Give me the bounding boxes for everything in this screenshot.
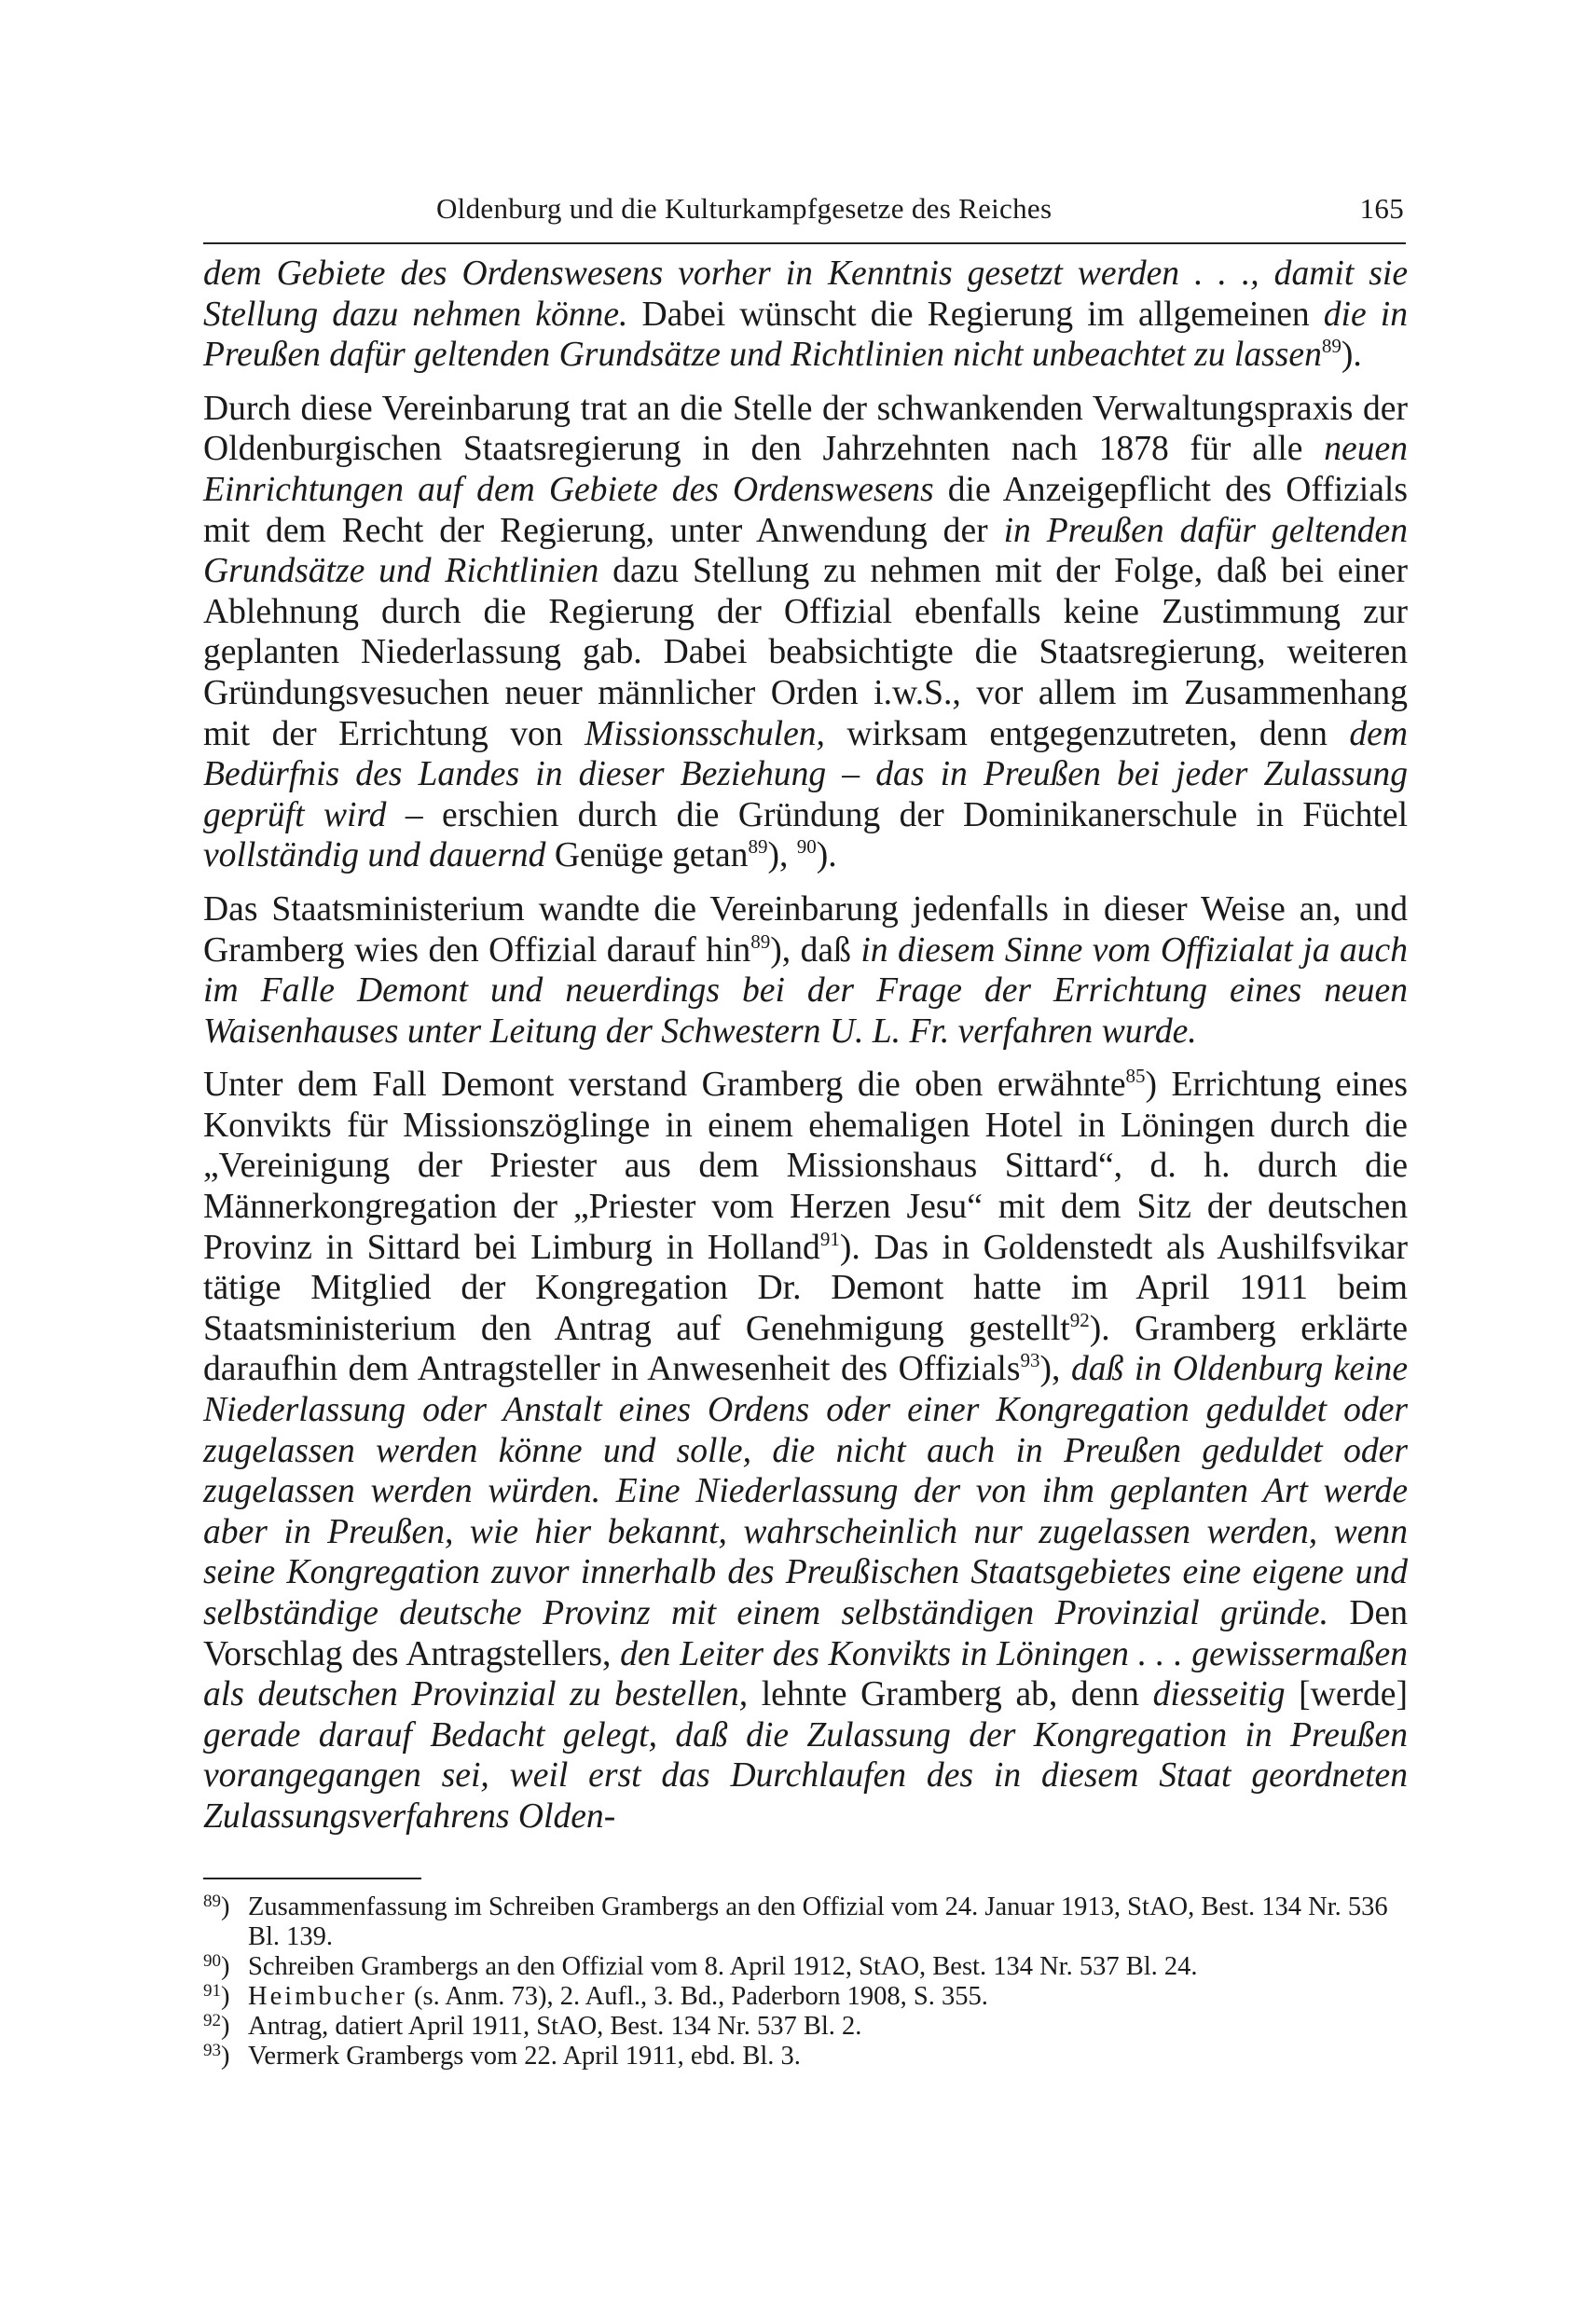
text-run: Unter dem Fall Demont verstand Gramberg die oben erwähnte (203, 1066, 1126, 1105)
footnote-number: $^{89}$) (203, 1892, 230, 1921)
footnote-number-label: 89 (203, 1892, 221, 1911)
footnote-run: Antrag, datiert April 1911, StAO, Best. 134 Nr. 537 Bl. 2. (248, 2012, 862, 2041)
text-run: die Anzeigepflicht des Offizials mit dem Recht der Regierung, unter Anwendung der (203, 470, 1408, 550)
text-run: Genüge getan (545, 836, 749, 875)
footnote-text (248, 2012, 1408, 2042)
footnote-number: $^{93}$) (203, 2041, 230, 2071)
text-run: ), daß (770, 930, 861, 970)
italic-quote: dem Gebiete des Ordenswesens vorher in Kenntnis gesetzt werden . . ., damit sie Stellung dazu nehmen könne. (203, 255, 1408, 334)
footnote-ref: 89 (1321, 335, 1341, 358)
footnote-run: Zusammenfassung im Schreiben Grambergs an den Offizial vom 24. Januar 1913, StAO, Best. 134 Nr. 536 Bl. 139. (248, 1892, 1388, 1951)
text-run: ) Errichtung eines Konvikts für Missionszöglinge in einem ehemaligen Hotel in Löningen durch die „Vereinigung der Priester aus dem Missionshaus Sittard“, d. h. durch die Männerkongregation der „Priester vom Herzen Jesu“ mit dem Sitz der deutschen Provinz in Sittard bei Limburg in Holland (203, 1066, 1408, 1267)
footnote-ref: 89 (750, 929, 771, 953)
paragraph (203, 1065, 1408, 1837)
footnote-number-label: 90 (203, 1951, 221, 1971)
footnote-ref: 89 (748, 835, 768, 859)
footnote-number-label: 91 (203, 1981, 221, 2001)
text-run: [werde] (1285, 1675, 1408, 1714)
running-header (203, 186, 1406, 244)
italic-quote: in Preußen dafür geltenden Grundsätze und Richtlinien (203, 511, 1408, 591)
italic-quote: den Leiter des Konvikts in Löningen . . . gewissermaßen als deutschen Provinzial zu bestellen, (203, 1634, 1408, 1714)
text-run: lehnte Gramberg ab, denn (748, 1675, 1153, 1714)
text-run: Den Vorschlag des Antragstellers, (203, 1594, 1408, 1673)
footnote (203, 1892, 1408, 1952)
footnote (203, 1952, 1408, 1982)
text-run: ). Das in Goldenstedt als Aushilfsvikar tätige Mitglied der Kongregation Dr. Demont hatte im April 1911 beim Staatsministerium den Antrag auf Genehmigung gestellt (203, 1228, 1408, 1348)
text-run: ). (1341, 336, 1362, 375)
footnote-ref: 93 (1020, 1349, 1040, 1372)
text-run: – erschien durch die Gründung der Dominikanerschule in Füchtel (386, 795, 1409, 834)
footnote-text (248, 1982, 1408, 2012)
footnote-text (248, 2042, 1408, 2071)
italic-quote: die in Preußen dafür geltenden Grundsätze und Richtlinien nicht unbeachtet zu lassen (203, 295, 1408, 375)
text-run: dazu Stellung zu nehmen mit der Folge, daß bei einer Ablehnung durch die Regierung der Offizial ebenfalls keine Zustimmung zur geplanten Niederlassung gab. Dabei beabsichtigte die Staatsregierung, weiteren Gründungsvesuchen neuer männlicher Orden i.w.S., vor allem im Zusammenhang mit der Errichtung von (203, 552, 1408, 753)
page-number: 165 (1359, 192, 1404, 225)
text-run: Das Staatsministerium wandte die Vereinbarung jedenfalls in dieser Weise an, und Gramberg wies den Offizial darauf hin (203, 889, 1408, 970)
text-run: wirksam entgegenzutreten, denn (824, 714, 1350, 753)
footnote-run: Schreiben Grambergs an den Offizial vom 8. April 1912, StAO, Best. 134 Nr. 537 Bl. 24. (248, 1952, 1198, 1981)
text-run: ), (767, 836, 797, 875)
footnotes (203, 1892, 1408, 2071)
text-run: ). Gramberg erklärte daraufhin dem Antragsteller in Anwesenheit des Offizials (203, 1309, 1408, 1389)
footnote-number-label: 92 (203, 2011, 221, 2030)
author-name: Heimbucher (248, 1982, 407, 2011)
footnote (203, 2042, 1408, 2071)
footnote-ref: 91 (819, 1227, 840, 1250)
footnote-number-label: 93 (203, 2041, 221, 2060)
footnote-run: Vermerk Grambergs vom 22. April 1911, ebd. Bl. 3. (248, 2042, 801, 2071)
footnote-ref: 92 (1069, 1308, 1090, 1331)
body-text (203, 254, 1408, 1851)
italic-quote: neuen Einrichtungen auf dem Gebiete des Ordenswesens (203, 430, 1408, 509)
paragraph (203, 254, 1408, 376)
paragraph (203, 889, 1408, 1052)
footnote (203, 1982, 1408, 2012)
footnote-ref: 85 (1125, 1065, 1146, 1088)
footnote-number: $^{91}$) (203, 1981, 230, 2011)
text-run: ), (1039, 1350, 1071, 1389)
italic-quote: diesseitig (1152, 1675, 1286, 1714)
text-run: Durch diese Vereinbarung trat an die Stelle der schwankenden Verwaltungspraxis der Oldenburgischen Staatsregierung in den Jahrzehnten nach 1878 für alle (203, 389, 1408, 469)
footnote-number: $^{92}$) (203, 2011, 230, 2041)
text-run: ). (816, 836, 837, 875)
italic-quote: vollständig und dauernd (203, 836, 546, 875)
footnote (203, 2012, 1408, 2042)
italic-quote: in diesem Sinne vom Offizialat ja auch im Falle Demont und neuerdings bei der Frage der Errichtung eines neuen Waisenhauses unter Leitung der Schwestern U. L. Fr. verfahren wurde. (203, 930, 1408, 1051)
footnote-number: $^{90}$) (203, 1951, 230, 1981)
italic-quote: gerade darauf Bedacht gelegt, daß die Zulassung der Kongregation in Preußen vorangegangen sei, weil erst das Durchlaufen des in diesem Staat geordneten Zulassungsverfahrens Olden- (203, 1715, 1408, 1836)
paragraph (203, 389, 1408, 876)
footnote-divider (203, 1878, 421, 1879)
italic-quote: dem Bedürfnis des Landes in dieser Beziehung – das in Preußen bei jeder Zulassung geprüft wird (203, 714, 1408, 834)
footnote-text (248, 1952, 1408, 1982)
footnote-run: (s. Anm. 73), 2. Aufl., 3. Bd., Paderborn 1908, S. 355. (406, 1982, 988, 2011)
italic-quote: Missionsschulen, (585, 714, 825, 753)
footnote-ref: 90 (796, 835, 817, 859)
footnote-text (248, 1892, 1408, 1952)
text-run: Dabei wünscht die Regierung im allgemeinen (627, 295, 1324, 334)
running-title: Oldenburg und die Kulturkampfgesetze des Reiches (436, 192, 1053, 225)
italic-quote: daß in Oldenburg keine Niederlassung oder Anstalt eines Ordens oder einer Kongregation geduldet oder zugelassen werden könne und solle, die nicht auch in Preußen geduldet oder zugelassen werden würden. Eine Niederlassung der von ihm geplanten Art werde aber in Preußen, wie hier bekannt, wahrscheinlich nur zugelassen werden, wenn seine Kongregation zuvor innerhalb des Preußischen Staatsgebietes eine eigene und selbständige deutsche Provinz mit einem selbständigen Provinzial gründe. (203, 1350, 1408, 1632)
